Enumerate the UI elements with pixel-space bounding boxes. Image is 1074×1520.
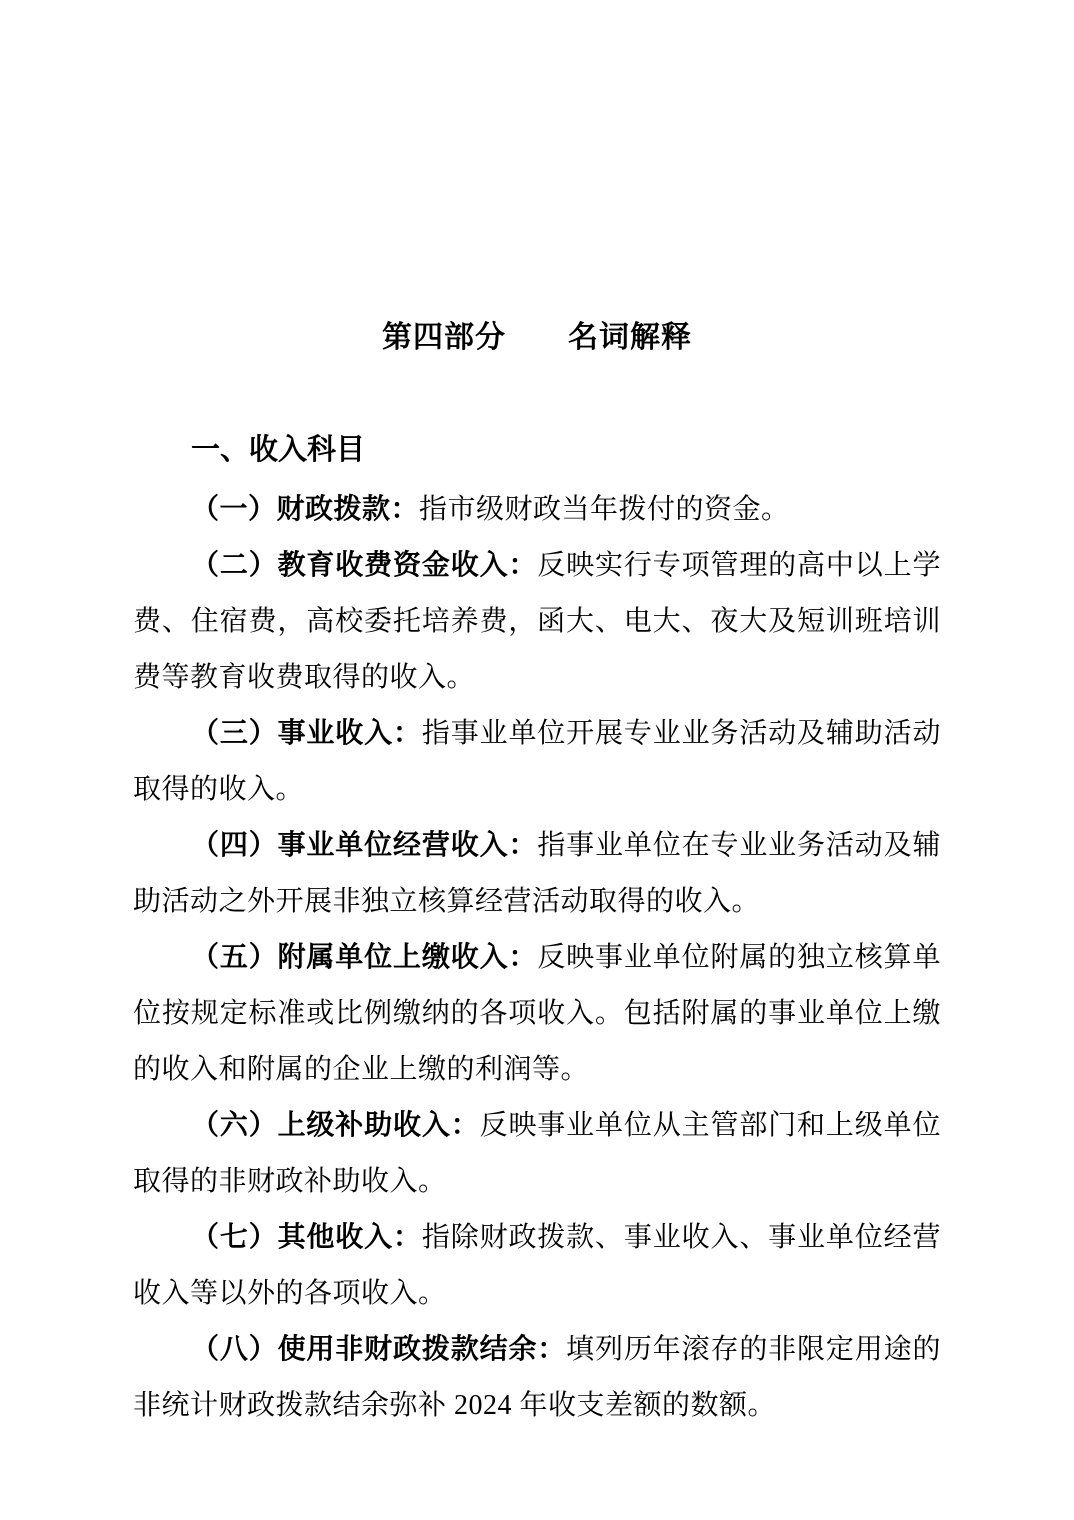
term-label: （三）事业收入： bbox=[191, 718, 422, 749]
term-definition: 反映事业单位从主管部门和上级单位取得的非财政补助收入。 bbox=[133, 1110, 941, 1197]
term-definition: 指事业单位在专业业务活动及辅助活动之外开展非独立核算经营活动取得的收入。 bbox=[133, 830, 941, 917]
term-definition: 指除财政拨款、事业收入、事业单位经营收入等以外的各项收入。 bbox=[133, 1222, 941, 1309]
term-definition: 指市级财政当年拨付的资金。 bbox=[419, 494, 790, 525]
term-definition: 填列历年滚存的非限定用途的非统计财政拨款结余弥补 2024 年收支差额的数额。 bbox=[133, 1334, 941, 1421]
definition-item bbox=[133, 818, 941, 930]
term-definition: 反映事业单位附属的独立核算单位按规定标准或比例缴纳的各项收入。包括附属的事业单位上缴的收入和附属的企业上缴的利润等。 bbox=[133, 942, 941, 1085]
term-label: （七）其他收入： bbox=[191, 1222, 422, 1253]
page-title: 第四部分 名词解释 bbox=[382, 321, 692, 354]
definition-item bbox=[133, 538, 941, 706]
definition-item bbox=[133, 706, 941, 818]
term-label: （五）附属单位上缴收入： bbox=[191, 942, 538, 973]
term-label: （一）财政拨款： bbox=[191, 494, 420, 525]
term-definition: 反映实行专项管理的高中以上学费、住宿费，高校委托培养费，函大、电大、夜大及短训班培训费等教育收费取得的收入。 bbox=[133, 550, 941, 693]
section-heading-income: 一、收入科目 bbox=[191, 434, 366, 466]
definition-item bbox=[133, 1210, 941, 1322]
term-definition: 指事业单位开展专业业务活动及辅助活动取得的收入。 bbox=[133, 718, 941, 805]
definition-list bbox=[133, 482, 941, 1434]
definition-item bbox=[133, 1322, 941, 1434]
definition-item bbox=[133, 930, 941, 1098]
definition-item bbox=[133, 1098, 941, 1210]
definition-item bbox=[133, 482, 941, 538]
term-label: （二）教育收费资金收入： bbox=[191, 550, 538, 581]
term-label: （四）事业单位经营收入： bbox=[191, 830, 538, 861]
term-label: （六）上级补助收入： bbox=[191, 1110, 480, 1141]
term-label: （八）使用非财政拨款结余： bbox=[191, 1334, 567, 1365]
